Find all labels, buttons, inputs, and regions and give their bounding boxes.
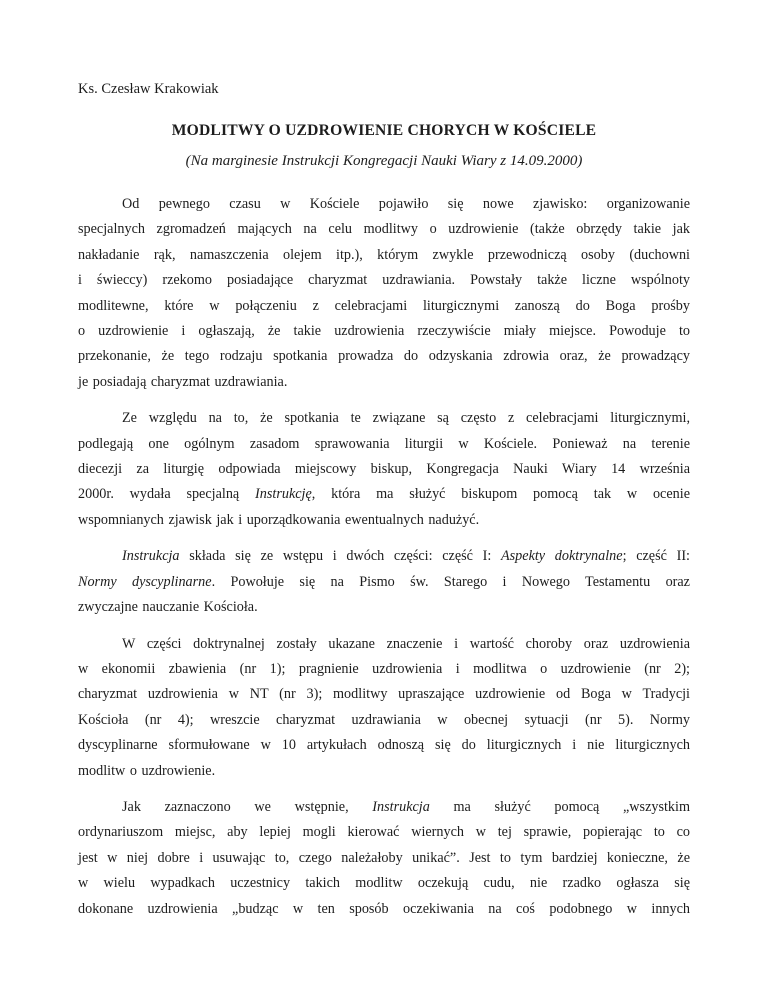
text-line — [78, 457, 690, 482]
text-line — [78, 192, 690, 217]
paragraph — [78, 192, 690, 395]
text-line — [78, 795, 690, 820]
text-line — [78, 243, 690, 268]
text-line — [78, 319, 690, 344]
text-run: składa się ze wstępu i dwóch części: część I: — [179, 548, 501, 565]
text-line — [78, 344, 690, 369]
text-line — [78, 820, 690, 845]
text-run: jest w niej dobre i usuwając to, czego należałoby unikać”. Jest to tym bardziej konieczne, że — [78, 849, 690, 866]
text-run: Ze względu na to, że spotkania te związane są często z celebracjami liturgicznymi, — [122, 410, 690, 427]
document-subtitle: (Na marginesie Instrukcji Kongregacji Nauki Wiary z 14.09.2000) — [185, 153, 583, 169]
paragraph — [78, 544, 690, 620]
text-line — [78, 370, 690, 395]
text-line — [78, 733, 690, 758]
text-run: W części doktrynalnej zostały ukazane znaczenie i wartość choroby oraz uzdrowienia — [122, 635, 690, 652]
italic-text-run: Instrukcja — [122, 548, 180, 565]
text-line — [78, 759, 690, 784]
document-title: MODLITWY O UZDROWIENIE CHORYCH W KOŚCIELE — [171, 122, 597, 139]
paragraph — [78, 795, 690, 922]
text-run: w wielu wypadkach uczestnicy takich modlitw oczekują cudu, nie rzadko ogłasza się — [78, 875, 690, 892]
text-run: wspomnianych zjawisk jak i uporządkowania ewentualnych nadużyć. — [78, 511, 480, 528]
author-line: Ks. Czesław Krakowiak — [78, 81, 219, 97]
italic-text-run: Instrukcję — [255, 486, 312, 503]
text-line — [78, 846, 690, 871]
text-line — [78, 406, 690, 431]
text-run: Jak zaznaczono we wstępnie, — [122, 798, 373, 815]
text-run: podlegają one ogólnym zasadom sprawowania liturgii w Kościele. Ponieważ na terenie — [78, 435, 690, 452]
text-line — [78, 508, 690, 533]
text-run: dokonane uzdrowienia „budząc w ten sposób oczekiwania na coś podobnego w innych — [78, 900, 690, 917]
text-run: charyzmat uzdrowienia w NT (nr 3); modlitwy upraszające uzdrowienie od Boga w Tradycji — [78, 686, 690, 703]
paragraph — [78, 632, 690, 784]
italic-text-run: Normy dyscyplinarne — [78, 573, 212, 590]
text-run: diecezji za liturgię odpowiada miejscowy biskup, Kongregacja Nauki Wiary 14 września — [78, 461, 690, 478]
text-run: zwyczajne nauczanie Kościoła. — [78, 599, 258, 616]
text-line — [78, 544, 690, 569]
paragraph — [78, 406, 690, 533]
text-run: ordynariuszom miejsc, aby lepiej mogli kierować wiernych w tej sprawie, popierając to co — [78, 824, 690, 841]
text-line — [78, 268, 690, 293]
text-line — [78, 570, 690, 595]
text-line — [78, 708, 690, 733]
text-line — [78, 897, 690, 922]
text-run: o uzdrowienie i ogłaszają, że takie uzdrowienia rzeczywiście miały miejsce. Powoduje to — [78, 323, 690, 340]
text-line — [78, 217, 690, 242]
text-line — [78, 871, 690, 896]
text-run: nakładanie rąk, namaszczenia olejem itp.), którym zwykle przewodniczą osoby (duchowni — [78, 246, 690, 263]
text-run: dyscyplinarne sformułowane w 10 artykułach odnoszą się do liturgicznych i nie liturgicznych — [78, 737, 690, 754]
text-run: ma służyć pomocą „wszystkim — [429, 798, 691, 815]
text-line — [78, 294, 690, 319]
text-run: , która ma służyć biskupom pomocą tak w ocenie — [311, 486, 690, 503]
italic-text-run: Aspekty doktrynalne — [500, 548, 623, 565]
italic-text-run: Instrukcja — [372, 798, 430, 815]
text-run: 2000r. wydała specjalną — [78, 486, 256, 503]
text-run: je posiadają charyzmat uzdrawiania. — [78, 373, 288, 390]
text-run: modlitw o uzdrowienie. — [78, 762, 216, 779]
text-run: w ekonomii zbawienia (nr 1); pragnienie uzdrowienia i modlitwa o uzdrowienie (nr 2); — [78, 660, 690, 677]
text-run: przekonanie, że tego rodzaju spotkania prowadza do odzyskania zdrowia oraz, że prowadzący — [78, 348, 690, 365]
document-body — [78, 192, 690, 922]
text-line — [78, 482, 690, 507]
text-line — [78, 432, 690, 457]
text-run: modlitewne, które w połączeniu z celebracjami liturgicznymi zanoszą do Boga prośby — [78, 297, 690, 314]
text-line — [78, 595, 690, 620]
text-run: ; część II: — [622, 548, 690, 565]
text-line — [78, 632, 690, 657]
text-run: Kościoła (nr 4); wreszcie charyzmat uzdrawiania w obecnej sytuacji (nr 5). Normy — [78, 711, 690, 728]
text-run: i świeccy) rzekomo posiadające charyzmat uzdrawiania. Powstały także liczne wspólnoty — [78, 272, 690, 289]
text-line — [78, 682, 690, 707]
text-run: Od pewnego czasu w Kościele pojawiło się nowe zjawisko: organizowanie — [122, 196, 690, 212]
text-run: specjalnych zgromadzeń mających na celu modlitwy o uzdrowienie (także obrzędy takie jak — [78, 221, 690, 238]
text-run: . Powołuje się na Pismo św. Starego i Nowego Testamentu oraz — [211, 573, 690, 590]
text-line — [78, 657, 690, 682]
